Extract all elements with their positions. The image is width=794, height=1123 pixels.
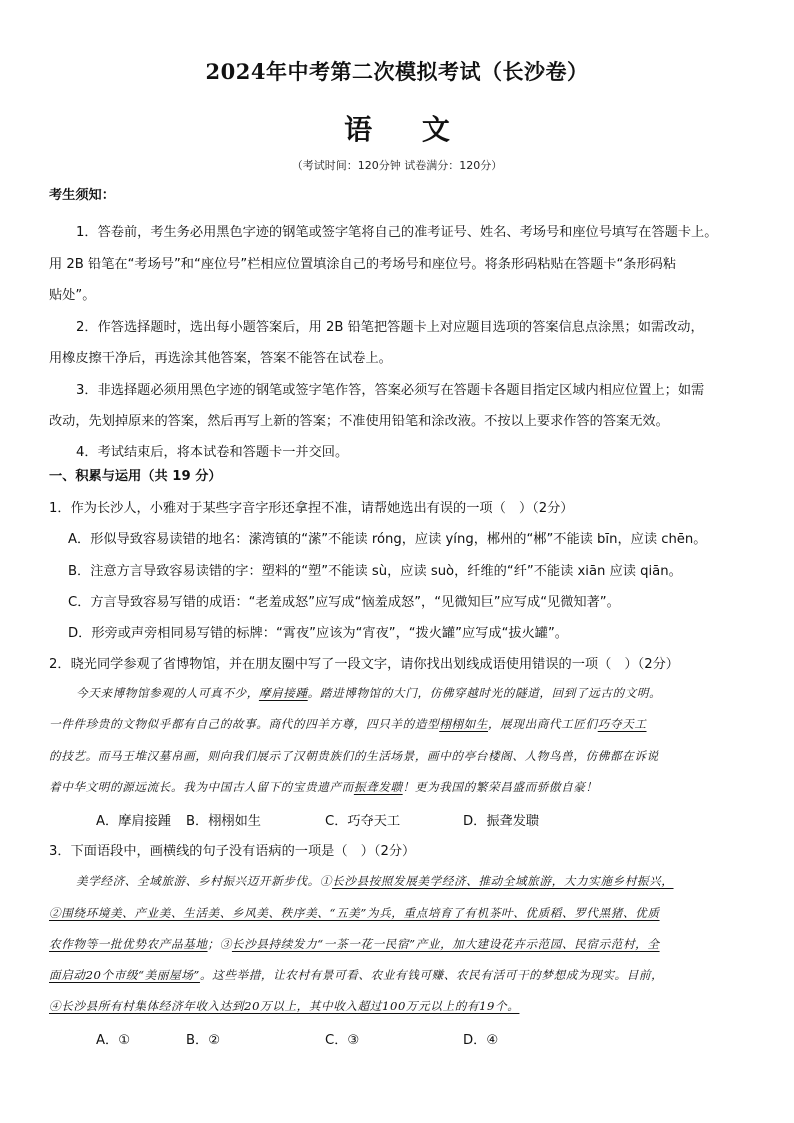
notice-item-1-line-3: 贴处”。 bbox=[49, 288, 96, 303]
question-3-passage-line-5 bbox=[49, 998, 519, 1014]
notice-item-2-line-2: 用橡皮擦干净后，再选涂其他答案，答案不能答在试卷上。 bbox=[49, 351, 392, 366]
passage-text: ，展现出商代工匠们 bbox=[487, 717, 598, 731]
notice-item-4: 4．考试结束后，将本试卷和答题卡一并交回。 bbox=[76, 445, 349, 460]
notice-item-3-line-2: 改动，先划掉原来的答案，然后再写上新的答案；不准使用铅笔和涂改液。不按以上要求作答的答案无效。 bbox=[49, 414, 669, 429]
question-1-option-d: D．形旁或声旁相同易写错的标牌：“霄夜”应该为“宵夜”，“拨火罐”应写成“拔火罐”。 bbox=[68, 626, 568, 641]
question-3-choice-a: A．① bbox=[96, 1033, 131, 1048]
notice-heading: 考生须知： bbox=[49, 188, 115, 203]
underlined-sentence: 长沙县持续发力“一茶一花一民宿”产业，加大建设花卉示范园、民宿示范村，全 bbox=[231, 937, 660, 951]
passage-text: 。这些举措，让农村有景可看、农业有钱可赚、农民有活可干的梦想成为现实。目前， bbox=[199, 968, 664, 982]
question-2-passage-line-4 bbox=[49, 779, 598, 795]
subject-title: 语 文 bbox=[344, 113, 450, 146]
passage-text: ！更为我国的繁荣昌盛而骄傲自豪！ bbox=[402, 780, 598, 794]
notice-item-1-line-2: 用 2B 铅笔在“考场号”和“座位号”栏相应位置填涂自己的考场号和座位号。将条形码粘贴在答题卡“条形码粘 bbox=[49, 257, 677, 272]
notice-item-3-line-1: 3．非选择题必须用黑色字迹的钢笔或签字笔作答，答案必须写在答题卡各题目指定区域内相应位置上；如需 bbox=[76, 383, 705, 398]
question-3-choice-d: D．④ bbox=[463, 1033, 499, 1048]
underlined-idiom: 振聋发聩 bbox=[353, 780, 403, 794]
question-3-passage-line-4 bbox=[49, 967, 663, 983]
section-heading: 一、积累与运用（共 19 分） bbox=[49, 469, 222, 484]
question-3-stem: 3．下面语段中，画横线的句子没有语病的一项是（ ）（2分） bbox=[49, 844, 416, 859]
question-2-choice-b: B．栩栩如生 bbox=[186, 814, 261, 829]
question-2-choice-c: C．巧夺天工 bbox=[325, 814, 401, 829]
question-2-passage-line-1 bbox=[76, 685, 661, 701]
notice-item-2-line-1: 2．作答选择题时，选出每小题答案后，用 2B 铅笔把答题卡上对应题目选项的答案信息点涂黑；如需改动， bbox=[76, 320, 704, 335]
question-3-passage-line-3 bbox=[49, 936, 660, 952]
question-3-passage-line-2 bbox=[49, 905, 660, 921]
question-1-option-a: A．形似导致容易读错的地名：潆湾镇的“潆”不能读 róng，应读 yíng，郴州的“郴”不能读 bīn，应读 chēn。 bbox=[68, 532, 707, 547]
passage-text: 美学经济、全域旅游、乡村振兴迈开新步伐。① bbox=[76, 874, 333, 888]
question-2-stem: 2．晓光同学参观了省博物馆，并在朋友圈中写了一段文字，请你找出划线成语使用错误的一项（ ）（2分） bbox=[49, 657, 679, 672]
underlined-sentence: 农作物等一批优势农产品基地 bbox=[49, 937, 208, 951]
question-2-choice-a: A．摩肩接踵 bbox=[96, 814, 171, 829]
underlined-sentence: ④长沙县所有村集体经济年收入达到20万以上，其中收入超过100万元以上的有19个。 bbox=[49, 999, 520, 1013]
underlined-idiom: 栩栩如生 bbox=[439, 717, 488, 731]
exam-info: （考试时间：120分钟 试卷满分：120分） bbox=[291, 159, 503, 172]
underlined-sentence: 长沙县按照发展美学经济、推动全域旅游，大力实施乡村振兴， bbox=[332, 874, 674, 888]
underlined-sentence: ②围绕环境美、产业美、生活美、乡风美、秩序美、“五美”为兵，重点培育了有机茶叶、优质稻、罗代黑猪、优质 bbox=[49, 906, 660, 920]
exam-title: 2024年中考第二次模拟考试（长沙卷） bbox=[205, 59, 589, 84]
question-1-stem: 1．作为长沙人，小雅对于某些字音字形还拿捏不准，请帮她选出有误的一项（ ）（2分） bbox=[49, 501, 574, 516]
underlined-idiom: 摩肩接踵 bbox=[258, 686, 308, 700]
question-1-option-c: C．方言导致容易写错的成语：“老羞成怒”应写成“恼羞成怒”，“见微知巨”应写成“见微知著”。 bbox=[68, 595, 620, 610]
passage-text: 今天来博物馆参观的人可真不少， bbox=[76, 686, 259, 700]
question-3-choice-c: C．③ bbox=[325, 1033, 360, 1048]
passage-text: ；③ bbox=[207, 937, 232, 951]
question-2-choice-d: D．振聋发聩 bbox=[463, 814, 540, 829]
passage-text: 一件件珍贵的文物似乎都有自己的故事。商代的四羊方尊，四只羊的造型 bbox=[49, 717, 440, 731]
passage-text: 。踏进博物馆的大门，仿佛穿越时光的隧道，回到了远古的文明。 bbox=[307, 686, 662, 700]
notice-item-1-line-1: 1．答卷前，考生务必用黑色字迹的钢笔或签字笔将自己的准考证号、姓名、考场号和座位号填写在答题卡上。 bbox=[76, 225, 718, 240]
question-2-passage-line-3: 的技艺。而马王堆汉墓帛画，则向我们展示了汉朝贵族们的生活场景，画中的亭台楼阁、人物鸟兽，仿佛都在诉说 bbox=[49, 749, 659, 763]
passage-text: 着中华文明的源远流长。我为中国古人留下的宝贵遗产而 bbox=[49, 780, 354, 794]
question-3-choice-b: B．② bbox=[186, 1033, 221, 1048]
question-2-passage-line-2 bbox=[49, 716, 647, 732]
underlined-sentence: 面启动20个市级“美丽屋场” bbox=[49, 968, 200, 982]
question-1-option-b: B．注意方言导致容易读错的字：塑料的“塑”不能读 sù，应读 suò，纤维的“纤”不能读 xiān 应读 qiān。 bbox=[68, 564, 682, 579]
question-3-passage-line-1 bbox=[76, 873, 674, 889]
underlined-idiom: 巧夺天工 bbox=[597, 717, 647, 731]
